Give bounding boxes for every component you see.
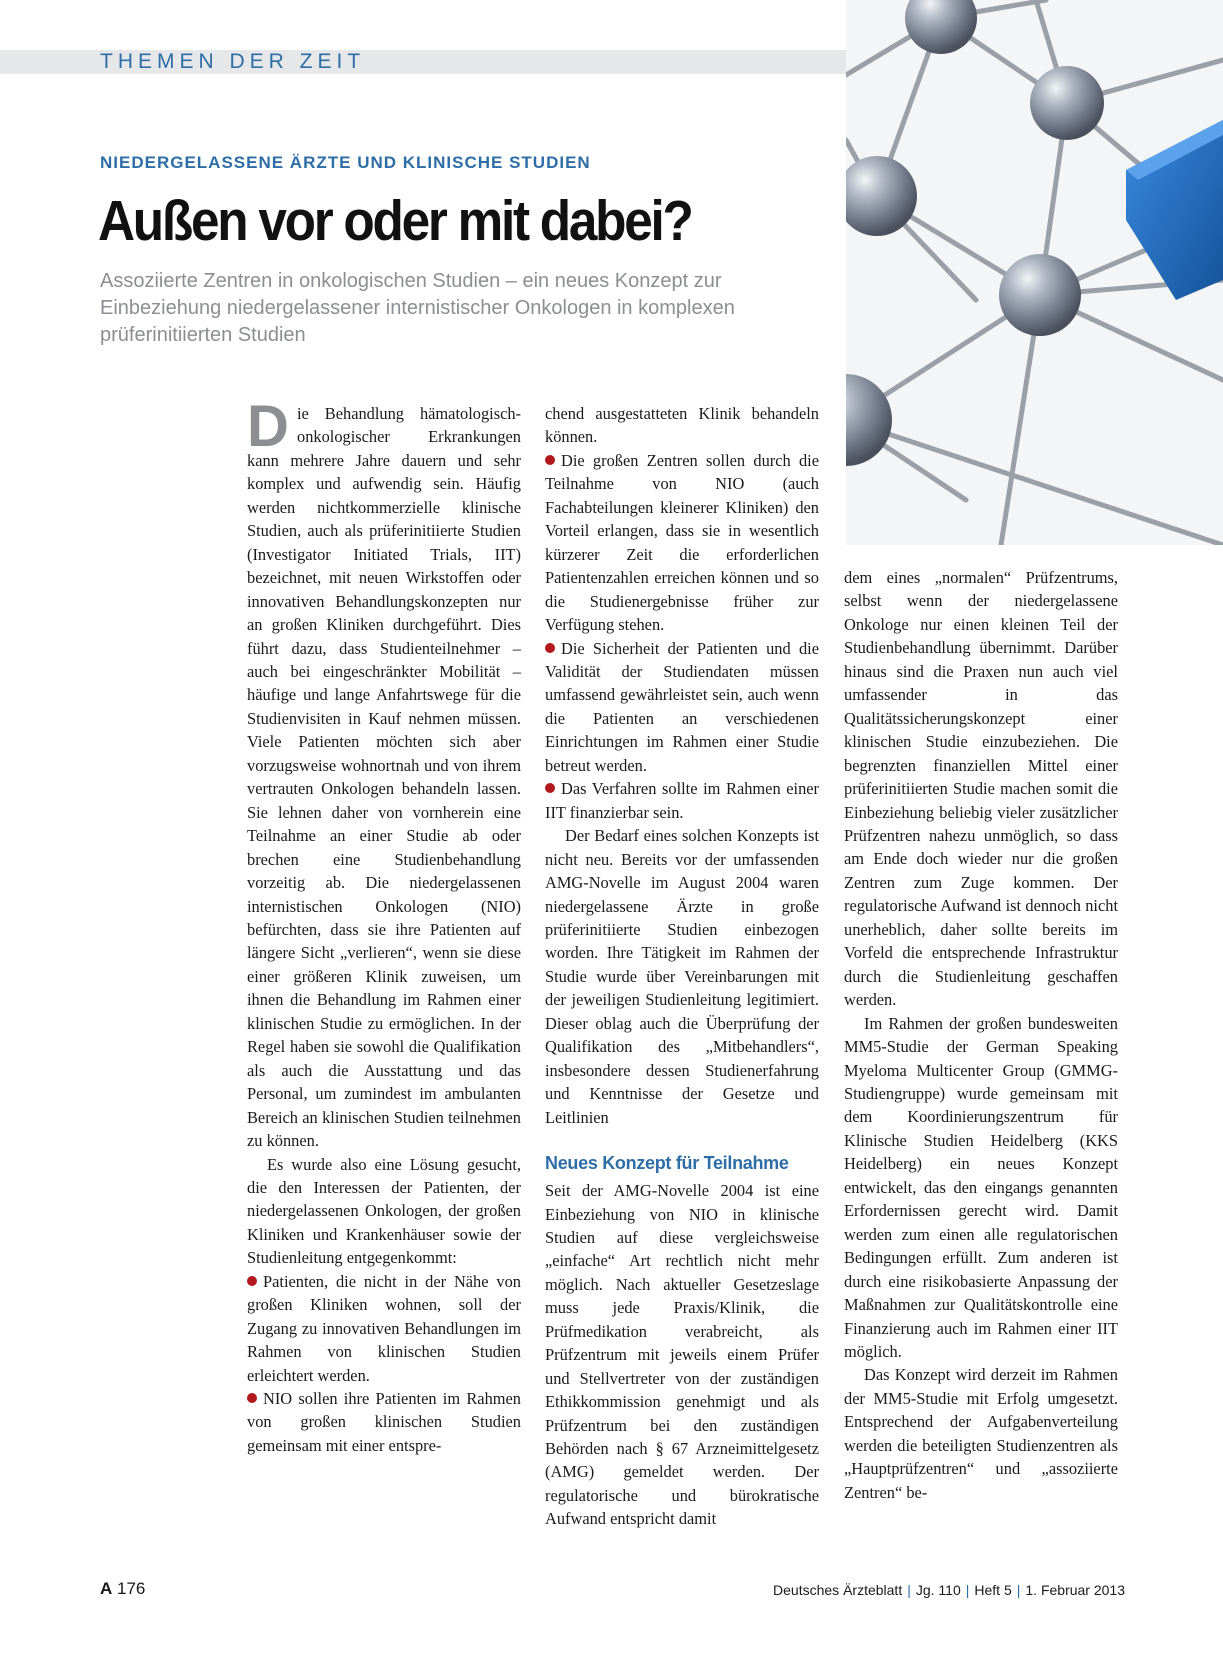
paragraph: Seit der AMG-Novelle 2004 ist eine Einbeziehung von NIO in klinische Studien auf diese vergleichsweise „einfache“ Art rechtlich nicht mehr möglich. Nach aktueller Gesetzeslage muss jede Praxis/Klinik, die Prüfmedikation verabreicht, als Prüfzentrum mit jeweils einem Prüfer und Stellvertreter von der zuständigen Ethikkommission genehmigt und als Prüfzentrum bei den zuständigen Behörden nach § 67 Arzneimittelgesetz (AMG) gemeldet werden. Der regulatorische und bürokratische Aufwand entspricht damit bbox=[545, 1181, 819, 1529]
bullet-dot-icon bbox=[545, 455, 555, 465]
bullet-dot-icon bbox=[247, 1393, 257, 1403]
bullet-dot-icon bbox=[247, 1276, 257, 1286]
footer-separator: | bbox=[965, 1582, 970, 1598]
paragraph: Im Rahmen der großen bundesweiten MM5-Studie der German Speaking Myeloma Multicenter Group (GMMG-Studiengruppe) wurde gemeinsam mit dem Koordinierungszentrum für Klinische Studien Heidelberg (KKS Heidelberg) ein neues Konzept entwickelt, das den eingangs genannten Erfordernissen gerecht wird. Damit werden zum einen alle regulatorischen Bedingungen erfüllt. Zum anderen ist durch eine risikobasierte Anpassung der Maßnahmen zur Qualitätskontrolle eine Finanzierung auch im Rahmen einer IIT möglich. bbox=[844, 1013, 1118, 1361]
paragraph-intro bbox=[247, 394, 521, 1153]
bullet-text: NIO sollen ihre Patienten im Rahmen von großen klinischen Studien gemeinsam mit einer entspre- bbox=[247, 1389, 521, 1455]
page-number bbox=[100, 1578, 145, 1600]
page-number-value: 176 bbox=[117, 1579, 146, 1598]
bullet-text: Die Sicherheit der Patienten und die Validität der Studiendaten müssen umfassend gewährleistet sein, auch wenn die Patienten an verschiedenen Einrichtungen im Rahmen einer Studie betreut werden. bbox=[545, 638, 819, 775]
paragraph: Der Bedarf eines solchen Konzepts ist nicht neu. Bereits vor der umfassenden AMG-Novelle im August 2004 waren niedergelassene Ärzte in große prüferinitiierte Studien einbezogen worden. Ihre Tätigkeit im Rahmen der Studie wurde über Vereinbarungen mit der jeweiligen Studienleitung legitimiert. Dieser oblag auch die Überprüfung der Qualifikation des „Mitbehandlers“, insbesondere dessen Studienerfahrung und Kenntnisse der Gesetze und Leitlinien bbox=[545, 826, 819, 1127]
bullet-item bbox=[247, 1270, 521, 1387]
paragraph: Das Konzept wird derzeit im Rahmen der MM5-Studie mit Erfolg umgesetzt. Entsprechend der Aufgabenverteilung werden die beteiligten Studienzentren als „Hauptprüfzentren“ und „assoziierte Zentren“ be- bbox=[844, 1365, 1118, 1502]
bullet-item bbox=[545, 449, 819, 637]
journal-volume: Jg. 110 bbox=[915, 1582, 961, 1598]
paragraph: Es wurde also eine Lösung gesucht, die den Interessen der Patienten, der niedergelassenen Onkologen, der großen Kliniken und Krankenhäuser sowie der Studienleitung entgegenkommt: bbox=[247, 1154, 521, 1268]
paragraph-intro-text: ie Behandlung hämatologisch-onkologischer Erkrankungen kann mehrere Jahre dauern und sehr komplex und aufwendig sein. Häufig werden nichtkommerzielle klinische Studien, auch als prüferinitiierte Studien (Investigator Initiated Trials, IIT) bezeichnet, mit neuen Wirkstoffen oder innovativen Behandlungskonzepten nur an großen Kliniken durchgeführt. Dies führt dazu, dass Studienteilnehmer – auch bei eingeschränkter Mobilität – häufige und lange Anfahrtswege für die Studienvisiten in Kauf nehmen müssen. Viele Patienten möchten sich aber vorzugsweise wohnortnah und von ihrem vertrauten Onkologen behandeln lassen. Sie lehnen daher von vornherein eine Teilnahme an einer Studie ab oder brechen eine Studienbehandlung vorzeitig ab. Die niedergelassenen internistischen Onkologen (NIO) befürchten, dass sie ihre Patienten auf längere Sicht „verlieren“, wenn sie diese einer größeren Klinik zuweisen, um ihnen die Behandlung im Rahmen einer klinischen Studie zu ermöglichen. In der Regel haben sie sowohl die Qualifikation als auch die Ausstattung und das Personal, um zumindest im ambulanten Bereich an klinischen Studien teilnehmen zu können. bbox=[247, 404, 521, 1151]
journal-footer bbox=[773, 1580, 1125, 1600]
bullet-text: Patienten, die nicht in der Nähe von großen Kliniken wohnen, soll der Zugang zu innovativen Behandlungen im Rahmen von klinischen Studien erleichtert werden. bbox=[247, 1271, 521, 1385]
article-title: Außen vor oder mit dabei? bbox=[98, 189, 692, 253]
journal-date: 1. Februar 2013 bbox=[1025, 1582, 1125, 1598]
journal-issue: Heft 5 bbox=[974, 1582, 1012, 1598]
hero-network-image bbox=[846, 0, 1223, 545]
page-prefix: A bbox=[100, 1579, 113, 1598]
article-subtitle: Assoziierte Zentren in onkologischen Studien – ein neues Konzept zur Einbeziehung niedergelassener internistischer Onkologen in komplexen prüferinitiierten Studien bbox=[100, 270, 735, 346]
footer-separator: | bbox=[1016, 1582, 1021, 1598]
paragraph: chend ausgestatteten Klinik behandeln können. bbox=[545, 404, 819, 447]
section-subheading: Neues Konzept für Teilnahme bbox=[545, 1153, 789, 1174]
paragraph: dem eines „normalen“ Prüfzentrums, selbst wenn der niedergelassene Onkologe nur einen kleinen Teil der Studienbehandlung übernimmt. Darüber hinaus sind die Praxen nun auch viel umfassender in das Qualitätssicherungskonzept einer klinischen Studie einzubeziehen. Die begrenzten finanziellen Mittel einer prüferinitiierten Studie machen somit die Einbeziehung beliebig vieler zusätzlicher Prüfzentren nahezu unmöglich, so dass am Ende doch wieder nur die großen Zentren zum Zuge kommen. Der regulatorische Aufwand ist dennoch nicht unerheblich, daher sollte bereits im Vorfeld die entsprechende Infrastruktur durch die Studienleitung geschaffen werden. bbox=[844, 568, 1118, 1010]
article-kicker: NIEDERGELASSENE ÄRZTE UND KLINISCHE STUDIEN bbox=[100, 153, 591, 172]
article-column-3 bbox=[844, 566, 1118, 1504]
molecule-network-graphic bbox=[846, 0, 1223, 545]
bullet-item bbox=[545, 777, 819, 824]
bullet-dot-icon bbox=[545, 783, 555, 793]
article-column-1 bbox=[247, 394, 521, 1457]
section-label: THEMEN DER ZEIT bbox=[100, 50, 366, 73]
bullet-text: Die großen Zentren sollen durch die Teilnahme von NIO (auch Fachabteilungen kleinerer Kliniken) den Vorteil erlangen, dass sie in wesentlich kürzerer Zeit die erforderlichen Patientenzahlen erreichen können und so die Studienergebnisse früher zur Verfügung stehen. bbox=[545, 450, 819, 635]
footer-separator: | bbox=[907, 1582, 911, 1598]
bullet-text: Das Verfahren sollte im Rahmen einer IIT finanzierbar sein. bbox=[545, 779, 819, 822]
bullet-item bbox=[247, 1387, 521, 1457]
drop-cap: D bbox=[247, 394, 289, 459]
bullet-dot-icon bbox=[545, 643, 555, 653]
article-column-2 bbox=[545, 402, 819, 1531]
bullet-item bbox=[545, 637, 819, 778]
journal-name: Deutsches Ärzteblatt bbox=[773, 1582, 903, 1598]
